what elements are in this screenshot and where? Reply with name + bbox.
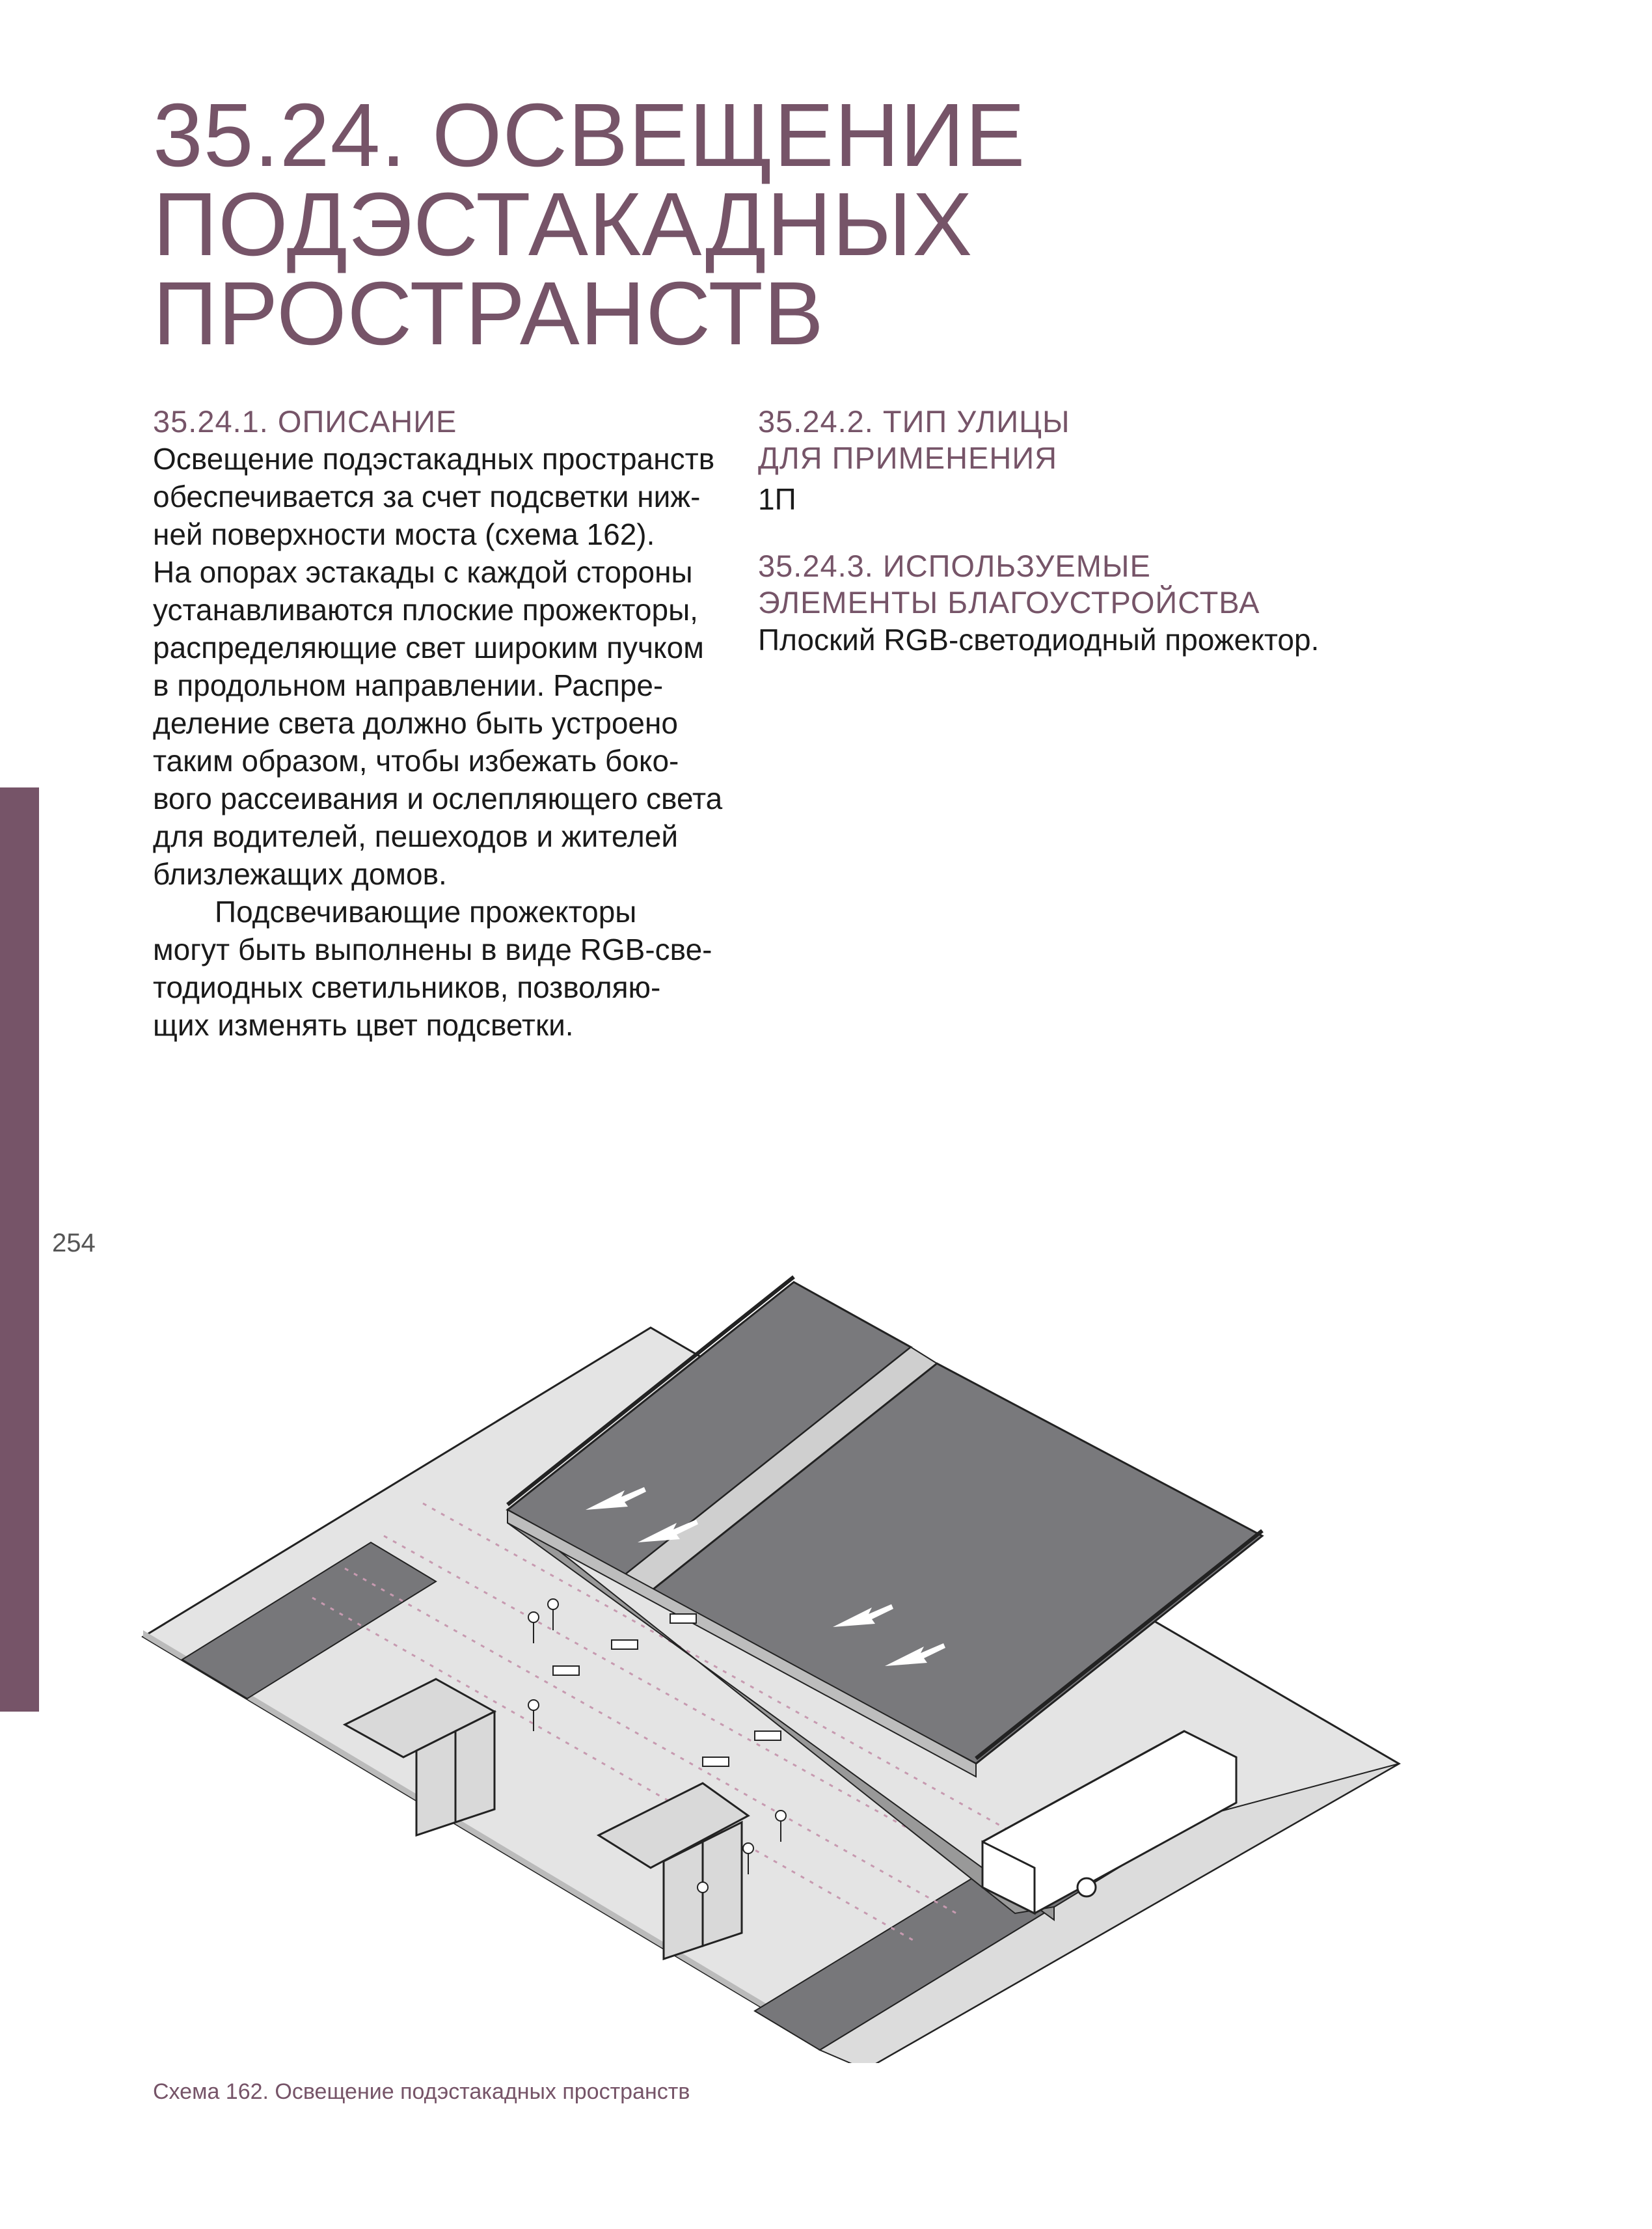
text-line: вого рассеивания и ослепляющего света — [153, 782, 723, 815]
description-section — [153, 403, 738, 1044]
page-title — [153, 85, 1026, 364]
side-accent-bar — [0, 787, 39, 1712]
elements-value: Плоский RGB-светодиодный прожектор. — [758, 623, 1320, 657]
heading-line: ЭЛЕМЕНТЫ БЛАГОУСТРОЙСТВА — [758, 585, 1260, 620]
description-paragraph-2 — [153, 893, 738, 1044]
title-line-3: ПРОСТРАНСТВ — [153, 264, 824, 364]
text-line: Подсвечивающие прожекторы — [215, 895, 637, 929]
text-line: ней поверхности моста (схема 162). — [153, 517, 655, 551]
text-line: щих изменять цвет подсветки. — [153, 1008, 574, 1042]
description-heading: 35.24.1. ОПИСАНИЕ — [153, 404, 457, 439]
elements-heading — [758, 548, 1474, 621]
description-paragraph-1 — [153, 440, 738, 893]
figure-caption: Схема 162. Освещение подэстакадных пространств — [153, 2079, 690, 2104]
text-line: для водителей, пешеходов и жителей — [153, 819, 679, 853]
street-type-value: 1П — [758, 482, 796, 516]
text-line: близлежащих домов. — [153, 857, 447, 891]
text-line: распределяющие свет широким пучком — [153, 631, 704, 664]
heading-line: ДЛЯ ПРИМЕНЕНИЯ — [758, 441, 1058, 475]
street-type-heading — [758, 403, 1474, 476]
text-line: в продольном направлении. Распре- — [153, 668, 664, 702]
page-number: 254 — [52, 1229, 96, 1257]
text-line: На опорах эстакады с каждой стороны — [153, 555, 693, 589]
overpass-illustration — [130, 1263, 1431, 2063]
heading-line: 35.24.2. ТИП УЛИЦЫ — [758, 404, 1070, 439]
title-line-2: ПОДЭСТАКАДНЫХ — [153, 174, 973, 275]
text-line: могут быть выполнены в виде RGB-све- — [153, 933, 712, 966]
text-line: тодиодных светильников, позволяю- — [153, 970, 661, 1004]
text-line: Освещение подэстакадных пространств — [153, 442, 715, 476]
text-line: обеспечивается за счет подсветки ниж- — [153, 480, 701, 513]
text-line: устанавливаются плоские прожекторы, — [153, 593, 698, 627]
text-line: деление света должно быть устроено — [153, 706, 678, 740]
heading-line: 35.24.3. ИСПОЛЬЗУЕМЫЕ — [758, 549, 1151, 583]
title-line-1: 35.24. ОСВЕЩЕНИЕ — [153, 85, 1026, 185]
text-line: таким образом, чтобы избежать боко- — [153, 744, 679, 778]
meta-section — [758, 403, 1474, 659]
